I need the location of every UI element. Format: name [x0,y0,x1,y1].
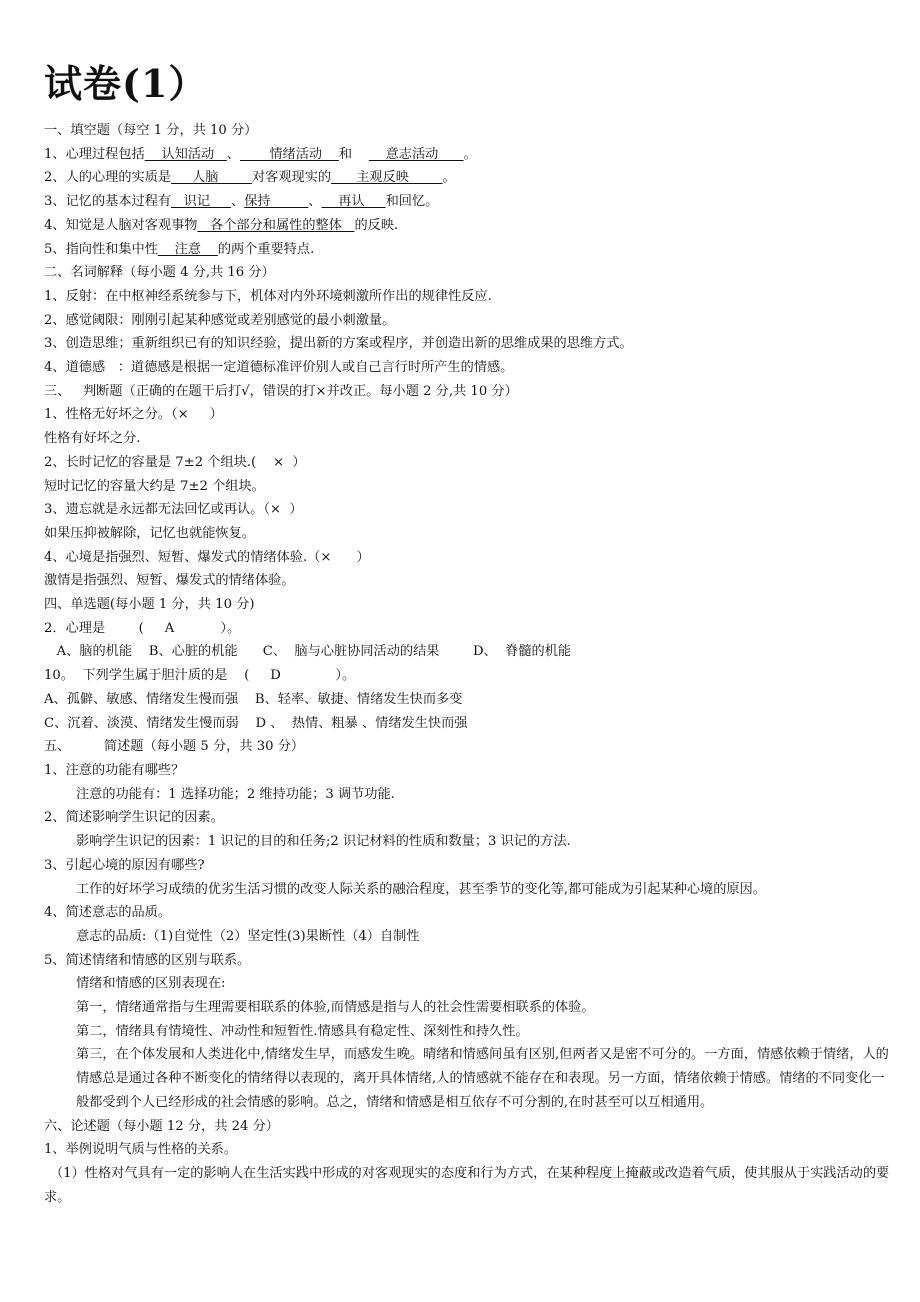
text-line [44,356,894,380]
answer-blank: 识记 [171,194,231,210]
text-segment: A、脑的机能 B、心脏的机能 C、 脑与心脏协同活动的结果 D、 脊髓的机能 [44,644,572,660]
text-line [44,688,894,712]
text-segment: 。 [442,170,456,186]
text-line [44,925,894,949]
answer-blank: 保持 [244,194,309,210]
text-segment: 1、注意的功能有哪些？ [44,762,185,778]
text-segment: 如果压抑被解除，记忆也就能恢复。 [44,525,255,541]
text-line [44,1138,894,1162]
text-line [44,806,894,830]
text-segment: 5、指向性和集中性 [44,241,158,257]
answer-blank: 主观反映 [331,170,443,186]
text-segment: 性格有好坏之分. [44,431,141,447]
text-line [44,878,894,902]
text-line [44,1020,894,1044]
text-segment: 、 [226,146,240,162]
text-segment: 10。 下列学生属于胆汁质的是 ( D ）。 [44,668,356,684]
text-segment: 5、简述情绪和情感的区别与联系。 [44,952,251,968]
answer-blank: 认知活动 [144,146,227,162]
text-segment: （1）性格对气具有一定的影响人在生活实践中形成的对客观现实的态度和行为方式，在某种程度上掩蔽或改造着气质，使其服从于实践活动的要求。 [44,1165,890,1205]
text-line [44,546,894,570]
text-segment: 二、名词解释（每小题 4 分,共 16 分） [44,265,275,281]
text-segment: 1、举例说明气质与性格的关系。 [44,1142,238,1158]
text-line [44,190,894,214]
text-line [44,593,894,617]
text-line [44,522,894,546]
answer-blank: 情绪活动 [239,146,339,162]
text-line [44,427,894,451]
text-line [44,759,894,783]
text-segment: 第三，在个体发展和人类进化中,情绪发生早，而感发生晚。晴绪和情感间虽有区别,但两者又是密不可分的。一方面，情感依赖于情绪，人的情感总是通过各种不断变化的情绪得以表现的，离开具体情绪,人的情感就不能存在和表现。另一方面，情绪依赖于情感。情绪的不同变化一般都受到个人已经形成的社会情感的影响。总之，情绪和情感是相互依存不可分割的,在时甚至可以互相通用。 [76,1047,889,1110]
text-line [44,309,894,333]
text-segment: 情绪和情感的区别表现在: [76,976,226,992]
text-line [44,1115,894,1139]
text-segment: 激情是指强烈、短暂、爆发式的情绪体验。 [44,573,295,589]
text-segment: C、沉着、淡漠、情绪发生慢而弱 D 、 热情、粗暴 、情绪发生快而强 [44,715,468,731]
text-line [44,783,894,807]
text-line [44,664,894,688]
text-segment: 2、人的心理的实质是 [44,170,172,186]
text-line [44,238,894,262]
text-line [44,1043,894,1114]
text-segment: 4、知觉是人脑对客观事物 [44,217,198,233]
text-line [44,332,894,356]
text-segment: 4、心境是指强烈、短暂、爆发式的情绪体验.（× ） [44,549,370,565]
text-line [44,949,894,973]
answer-blank: 意志活动 [368,146,464,162]
text-segment: 意志的品质:（1)自觉性（2）坚定性(3)果断性（4）自制性 [76,928,420,944]
text-segment: 1、反射：在中枢神经系统参与下，机体对内外环境刺激所作出的规律性反应. [44,288,492,304]
text-segment: A、孤僻、敏感、情绪发生慢而强 B、轻率、敏捷、情绪发生快而多变 [44,691,463,707]
text-line [44,475,894,499]
text-segment: 1、性格无好坏之分。（× ） [44,407,223,423]
text-segment: 2、长时记忆的容量是 7±2 个组块.( × ） [44,454,306,470]
text-line [44,214,894,238]
exam-page [44,55,894,1209]
text-segment: 2、感觉阈限：刚刚引起某种感觉或差别感觉的最小刺激量。 [44,312,396,328]
text-segment: 注意的功能有：1 选择功能；2 维持功能；3 调节功能. [76,786,395,802]
text-segment: 3、引起心境的原因有哪些? [44,857,205,873]
text-segment: 4、简述意志的品质。 [44,905,172,921]
text-segment: 2．心理是 ( A ）。 [44,620,241,636]
text-line [44,854,894,878]
text-segment: 第二，情绪具有情境性、冲动性和短暂性.情感具有稳定性、深刻性和持久性。 [76,1023,529,1039]
text-segment: 短时记忆的容量大约是 7±2 个组块。 [44,478,265,494]
text-line [44,569,894,593]
text-line [44,143,894,167]
text-segment: 、 [231,194,245,210]
text-segment: 4、道德感 ：道德感是根据一定道德标准评价别人或自己言行时所产生的情感。 [44,360,514,376]
text-line [44,712,894,736]
text-segment: 五、 简述题（每小题 5 分，共 30 分） [44,739,305,755]
text-segment: 和 [338,146,369,162]
text-segment: 对客观现实的 [251,170,332,186]
text-segment: 四、单选题(每小题 1 分，共 10 分) [44,597,255,613]
text-line [44,972,894,996]
text-line [44,996,894,1020]
text-segment: 的反映. [354,217,399,233]
text-segment: 。 [463,146,477,162]
text-segment: 三、 判断题（正确的在题干后打√，错误的打×并改正。每小题 2 分,共 10 分） [44,383,518,399]
text-segment: 和回忆。 [385,194,439,210]
text-line [44,830,894,854]
text-segment: 一、填空题（每空 1 分，共 10 分） [44,123,258,138]
exam-body [44,119,894,1209]
text-line [44,261,894,285]
text-segment: 3、创造思维；重新组织已有的知识经验，提出新的方案或程序，并创造出新的思维成果的思维方式。 [44,336,633,352]
text-line [44,380,894,404]
text-segment: 影响学生识记的因素：1 识记的目的和任务;2 识记材料的性质和数量；3 识记的方法. [76,834,571,850]
page-title: 试卷(1） [44,61,208,106]
text-line [44,285,894,309]
text-line [44,119,894,143]
text-segment: 3、遗忘就是永远都无法回忆或再认。（× ） [44,502,303,518]
text-segment: 3、记忆的基本过程有 [44,194,172,210]
text-segment: 第一，情绪通常指与生理需要相联系的体验,而情感是指与人的社会性需要相联系的体验。 [76,1000,595,1016]
answer-blank: 注意 [157,241,218,257]
text-segment: 、 [308,194,322,210]
text-segment: 工作的好坏学习成绩的优劣生活习惯的改变人际关系的融洽程度，甚至季节的变化等,都可能成为引起某种心境的原因。 [76,881,766,897]
text-segment: 1、心理过程包括 [44,146,145,162]
text-line [44,498,894,522]
text-line [44,1162,894,1209]
text-line [44,403,894,427]
text-line [44,451,894,475]
answer-blank: 再认 [321,194,386,210]
text-segment: 2、简述影响学生识记的因素。 [44,810,224,826]
text-line [44,166,894,190]
text-segment: 的两个重要特点. [217,241,315,257]
text-line [44,617,894,641]
text-segment: 六、论述题（每小题 12 分，共 24 分） [44,1118,279,1134]
text-line [44,901,894,925]
answer-blank: 人脑 [171,170,252,186]
text-line [44,640,894,664]
text-line [44,735,894,759]
answer-blank: 各个部分和属性的整体 [197,217,355,233]
